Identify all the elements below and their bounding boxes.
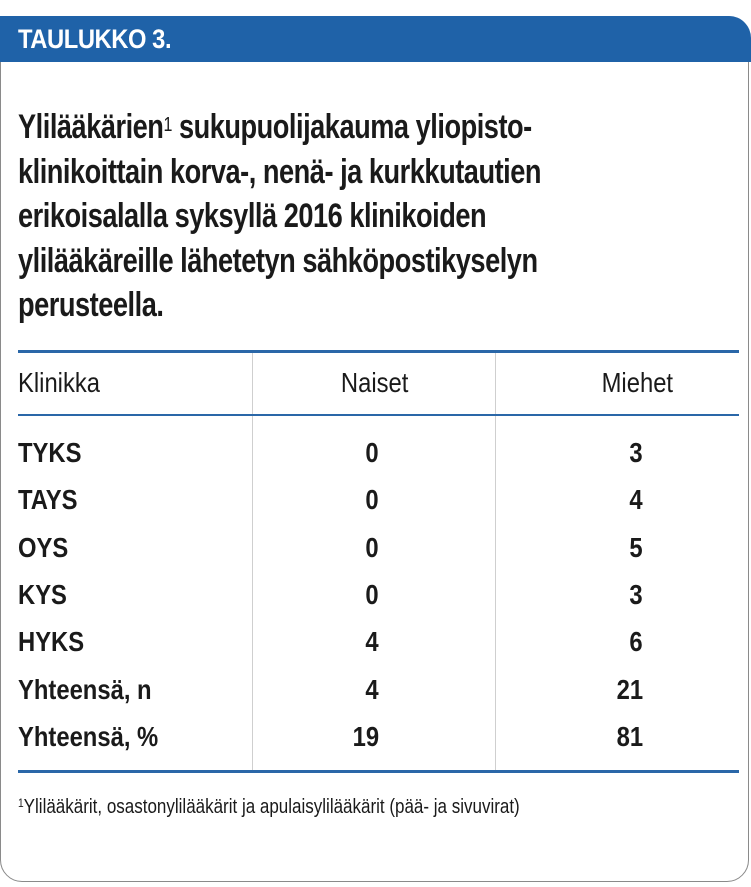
footnote-marker: 1 [18,796,24,810]
row-klinikka: OYS [18,532,69,563]
row-miehet: 21 [616,674,643,705]
row-miehet: 3 [629,579,643,610]
row-naiset: 19 [352,721,379,752]
row-naiset: 4 [365,674,379,705]
table-number-title: TAULUKKO 3. [18,24,172,54]
row-klinikka: HYKS [18,626,85,657]
footnote-text: Ylilääkärit, osastonylilääkärit ja apulaisylilääkärit (pää- ja sivuvirat) [23,796,520,818]
caption-text: sukupuolijakauma yliopisto-klinikoittain korva-, nenä- ja kurkkutautien erikoisalalla syksyllä 2016 klinikoiden ylilääkäreille lähetetyn sähköpostikyselyn perusteella. [18,108,542,324]
row-klinikka: Yhteensä, % [18,721,159,752]
table-top-rule [18,350,739,353]
caption-footnote-marker: 1 [163,114,172,136]
table-footnote [18,796,647,819]
row-naiset: 4 [365,626,379,657]
row-miehet: 5 [629,532,643,563]
header-naiset: Naiset [340,367,408,398]
row-miehet: 3 [629,437,643,468]
row-klinikka: TAYS [18,484,78,515]
row-naiset: 0 [365,579,379,610]
row-klinikka: KYS [18,579,67,610]
header-klinikka: Klinikka [18,367,101,398]
table-bottom-rule [18,770,739,773]
row-klinikka: Yhteensä, n [18,674,152,705]
row-klinikka: TYKS [18,437,82,468]
row-miehet: 81 [616,721,643,752]
table-header-bar [0,16,751,62]
header-miehet: Miehet [601,367,673,398]
caption-lead: Ylilääkärien [18,108,164,146]
table-header-rule [18,414,739,416]
row-naiset: 0 [365,532,379,563]
table-caption [18,105,642,328]
row-miehet: 4 [629,484,643,515]
row-naiset: 0 [365,437,379,468]
row-miehet: 6 [629,626,643,657]
row-naiset: 0 [365,484,379,515]
